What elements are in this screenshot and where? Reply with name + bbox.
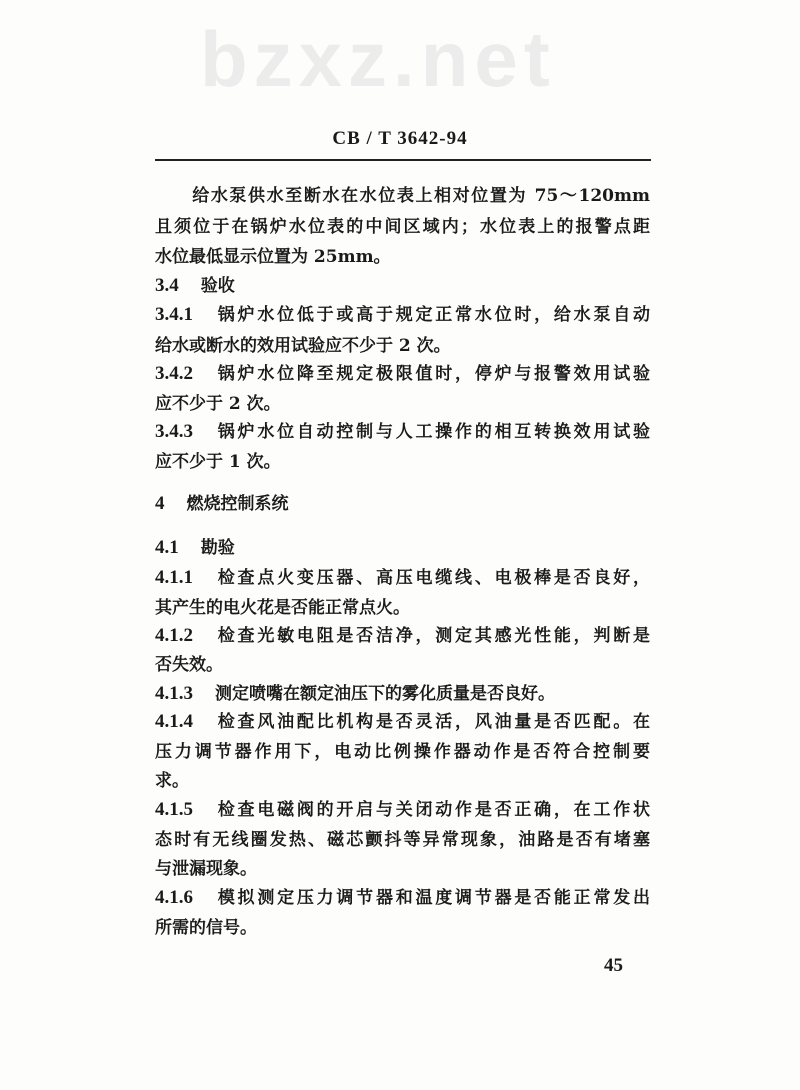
page-number: 45	[604, 955, 623, 976]
section-line	[155, 493, 650, 515]
text-line	[155, 654, 650, 676]
section-number: 4.1	[155, 537, 179, 558]
line-text: 测定喷嘴在额定油压下的雾化质量是否良好。	[215, 684, 555, 704]
text-line	[155, 858, 650, 880]
page-header: CB / T 3642-94	[332, 128, 468, 149]
section-line	[155, 567, 650, 589]
section-line	[155, 711, 650, 733]
line-text: 检查电磁阀的开启与关闭动作是否正确，在工作状	[215, 800, 650, 820]
section-line	[155, 304, 650, 326]
section-number: 4.1.4	[155, 711, 193, 732]
text-line	[155, 185, 650, 207]
line-text: 压力调节器作用下，电动比例操作器动作是否符合控制要	[155, 742, 650, 762]
section-line	[155, 363, 650, 385]
text-line	[155, 917, 650, 939]
section-number: 4	[155, 493, 165, 514]
header-rule	[155, 159, 651, 161]
text-line	[155, 335, 650, 357]
text-line	[155, 451, 650, 473]
line-text: 锅炉水位降至规定极限值时，停炉与报警效用试验	[215, 364, 650, 384]
line-text: 检查光敏电阻是否洁净，测定其感光性能，判断是	[215, 626, 650, 646]
line-text: 其产生的电火花是否能正常点火。	[155, 598, 410, 618]
line-text: 检查风油配比机构是否灵活，风油量是否匹配。在	[215, 712, 650, 732]
line-text: 应不少于 1 次。	[155, 452, 281, 472]
text-line	[155, 216, 650, 238]
section-line	[155, 683, 650, 705]
line-text: 锅炉水位低于或高于规定正常水位时，给水泵自动	[215, 305, 650, 325]
section-number: 3.4.1	[155, 304, 193, 325]
line-text: 给水或断水的效用试验应不少于 2 次。	[155, 336, 451, 356]
text-line	[155, 770, 650, 792]
line-text: 锅炉水位自动控制与人工操作的相互转换效用试验	[215, 422, 650, 442]
section-line	[155, 537, 650, 559]
line-text: 水位最低显示位置为 25mm。	[155, 247, 391, 267]
text-line	[155, 597, 650, 619]
section-number: 4.1.1	[155, 567, 193, 588]
section-number: 4.1.3	[155, 683, 193, 704]
line-text: 态时有无线圈发热、磁芯颤抖等异常现象，油路是否有堵塞	[155, 830, 650, 850]
line-text: 模拟测定压力调节器和温度调节器是否能正常发出	[215, 888, 650, 908]
text-line	[155, 246, 650, 268]
line-text: 勘验	[200, 538, 235, 558]
section-number: 4.1.5	[155, 799, 193, 820]
text-line	[155, 393, 650, 415]
section-line	[155, 887, 650, 909]
section-line	[155, 625, 650, 647]
line-text: 且须位于在锅炉水位表的中间区域内；水位表上的报警点距	[155, 217, 650, 237]
line-text: 与泄漏现象。	[155, 859, 257, 879]
line-text: 所需的信号。	[155, 918, 257, 938]
section-line	[155, 421, 650, 443]
line-text: 求。	[155, 771, 189, 791]
watermark: bzxz.net	[200, 15, 556, 103]
text-line	[155, 741, 650, 763]
section-number: 3.4.3	[155, 421, 193, 442]
line-text: 应不少于 2 次。	[155, 394, 281, 414]
section-number: 3.4	[155, 275, 179, 296]
line-text: 给水泵供水至断水在水位表上相对位置为 75～120mm	[155, 186, 650, 206]
line-text: 否失效。	[155, 655, 223, 675]
section-number: 4.1.2	[155, 625, 193, 646]
line-text: 验收	[200, 276, 235, 296]
section-line	[155, 799, 650, 821]
section-number: 3.4.2	[155, 363, 193, 384]
line-text: 燃烧控制系统	[186, 494, 289, 514]
line-text: 检查点火变压器、高压电缆线、电极棒是否良好，	[215, 568, 650, 588]
section-line	[155, 275, 650, 297]
section-number: 4.1.6	[155, 887, 193, 908]
text-line	[155, 829, 650, 851]
